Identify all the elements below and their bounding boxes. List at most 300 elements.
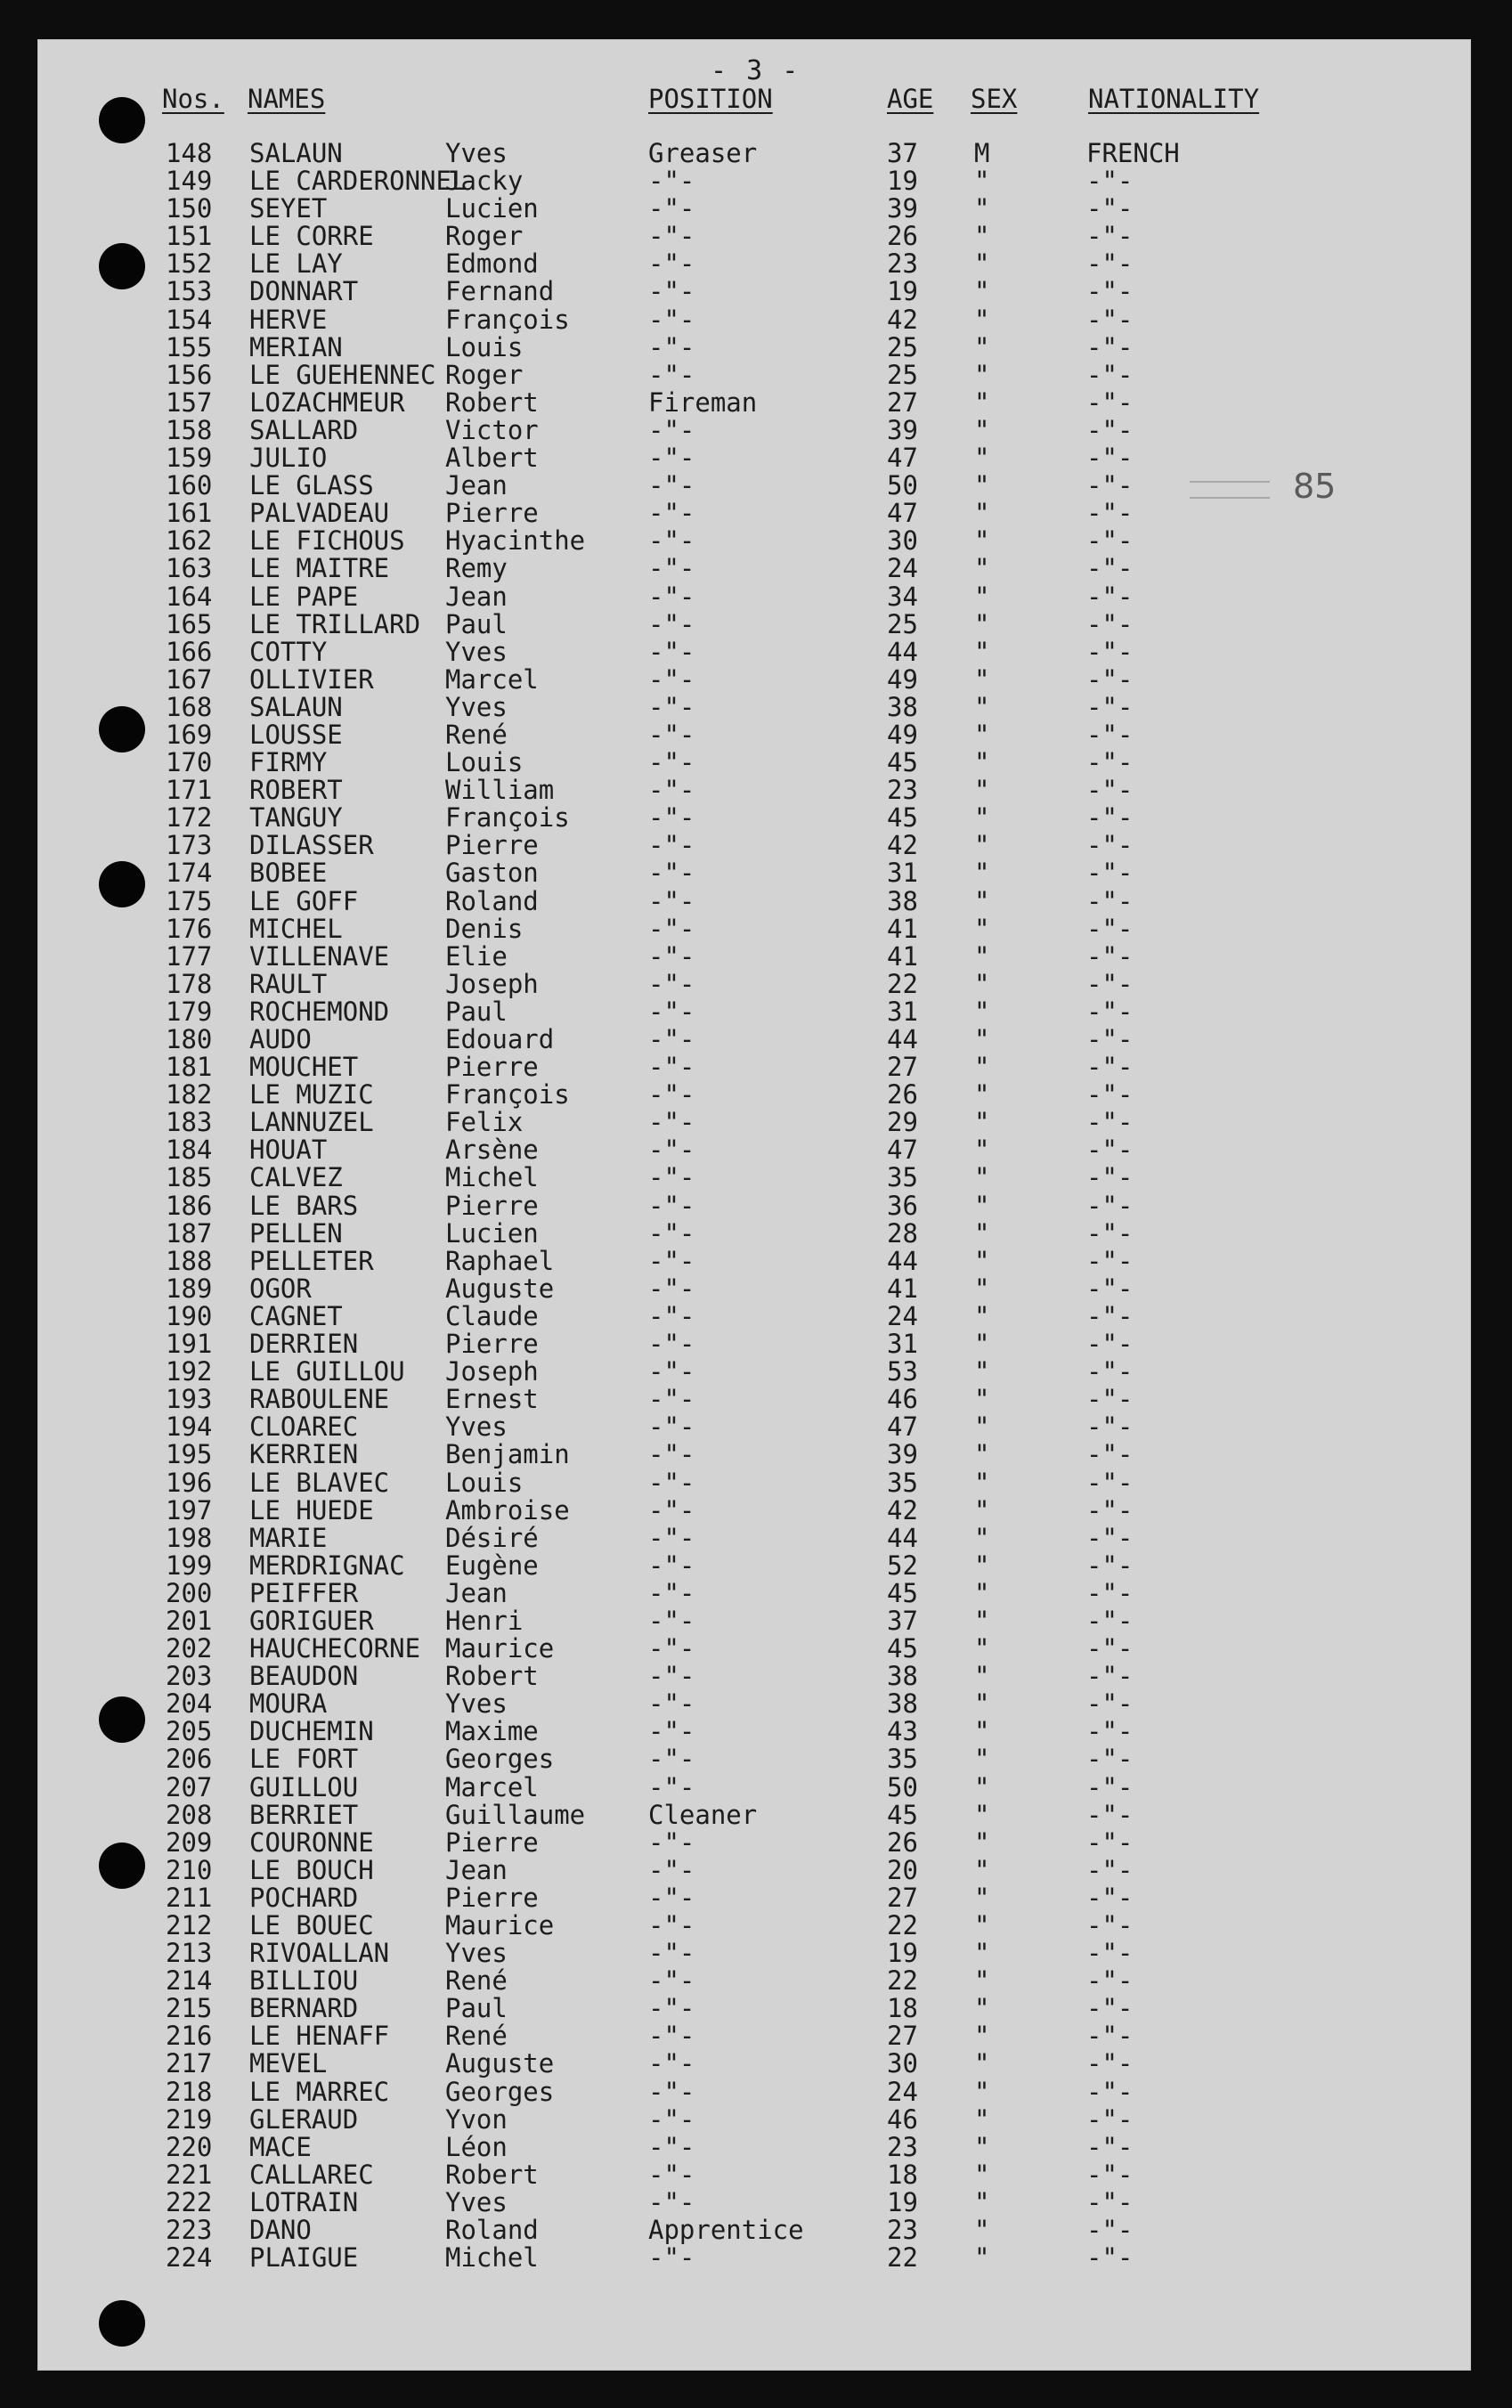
nationality: -"- [1086, 1217, 1134, 1249]
position: -"- [648, 1882, 695, 1913]
sex: " [974, 1079, 990, 1110]
surname: LOZACHMEUR [249, 386, 405, 418]
age: 52 [887, 1550, 918, 1581]
sex: " [974, 414, 990, 445]
age: 37 [887, 1605, 918, 1636]
table-row [0, 1854, 1512, 1885]
first-name: Paul [445, 996, 508, 1027]
nationality: -"- [1086, 2131, 1134, 2162]
sex: " [974, 1605, 990, 1636]
table-row [0, 1026, 1512, 1054]
surname: LE GOFF [249, 885, 359, 916]
first-name: Remy [445, 553, 508, 584]
age: 42 [887, 304, 918, 335]
first-name: Pierre [445, 498, 539, 529]
table-row [0, 306, 1512, 334]
binder-hole [99, 2300, 145, 2347]
sex: " [974, 359, 990, 390]
row-number: 211 [166, 1882, 213, 1913]
row-number: 196 [166, 1467, 213, 1498]
row-number: 167 [166, 663, 213, 695]
age: 35 [887, 1162, 918, 1193]
first-name: Yves [445, 636, 508, 667]
surname: ROBERT [249, 775, 343, 806]
sex: " [974, 1356, 990, 1387]
age: 19 [887, 166, 918, 197]
nationality: -"- [1086, 359, 1134, 390]
sex: " [974, 940, 990, 972]
first-name: Arsène [445, 1135, 539, 1166]
age: 41 [887, 940, 918, 972]
age: 24 [887, 553, 918, 584]
age: 44 [887, 1522, 918, 1553]
position: -"- [648, 830, 695, 861]
position: -"- [648, 1661, 695, 1692]
position: -"- [648, 885, 695, 916]
first-name: Marcel [445, 663, 539, 695]
sex: " [974, 1577, 990, 1608]
age: 27 [887, 1052, 918, 1083]
first-name: Jean [445, 581, 508, 612]
nationality: -"- [1086, 331, 1134, 362]
position: -"- [648, 858, 695, 889]
surname: GORIGUER [249, 1605, 374, 1636]
position: -"- [648, 1494, 695, 1525]
first-name: Georges [445, 1744, 555, 1775]
first-name: Roland [445, 885, 539, 916]
age: 45 [887, 802, 918, 834]
surname: PALVADEAU [249, 498, 390, 529]
age: 22 [887, 2242, 918, 2274]
row-number: 209 [166, 1826, 213, 1858]
first-name: Eugène [445, 1550, 539, 1581]
surname: CAGNET [249, 1300, 343, 1331]
nationality: -"- [1086, 1577, 1134, 1608]
table-row [0, 2050, 1512, 2078]
position: -"- [648, 470, 695, 501]
table-row [0, 414, 1512, 445]
surname: KERRIEN [249, 1439, 359, 1470]
table-row [0, 472, 1512, 500]
position: -"- [648, 1162, 695, 1193]
sex: " [974, 1273, 990, 1304]
table-row [0, 1245, 1512, 1276]
position: -"- [648, 1938, 695, 1969]
position: -"- [648, 2021, 695, 2052]
surname: MICHEL [249, 913, 343, 944]
header-nationality: NATIONALITY [1088, 84, 1260, 114]
table-row [0, 1441, 1512, 1468]
row-number: 203 [166, 1661, 213, 1692]
nationality: -"- [1086, 525, 1134, 557]
surname: PEIFFER [249, 1577, 359, 1608]
nationality: -"- [1086, 1633, 1134, 1664]
row-number: 199 [166, 1550, 213, 1581]
age: 44 [887, 636, 918, 667]
row-number: 188 [166, 1245, 213, 1276]
surname: RABOULENE [249, 1384, 390, 1415]
header-position: POSITION [648, 84, 773, 114]
age: 42 [887, 1494, 918, 1525]
nationality: -"- [1086, 1439, 1134, 1470]
position: -"- [648, 581, 695, 612]
row-number: 208 [166, 1799, 213, 1830]
table-row [0, 608, 1512, 639]
surname: HOUAT [249, 1135, 328, 1166]
nationality: -"- [1086, 1411, 1134, 1443]
age: 31 [887, 1329, 918, 1360]
table-row [0, 1577, 1512, 1608]
nationality: -"- [1086, 1993, 1134, 2024]
row-number: 159 [166, 443, 213, 474]
surname: HERVE [249, 304, 328, 335]
binder-hole [99, 97, 145, 143]
sex: " [974, 1633, 990, 1664]
row-number: 212 [166, 1910, 213, 1940]
table-row [0, 1663, 1512, 1690]
age: 38 [887, 1661, 918, 1692]
position: -"- [648, 1411, 695, 1443]
nationality: -"- [1086, 1329, 1134, 1360]
sex: " [974, 386, 990, 418]
nationality: -"- [1086, 1716, 1134, 1747]
nationality: -"- [1086, 1052, 1134, 1083]
table-row [0, 998, 1512, 1026]
surname: DUCHEMIN [249, 1716, 374, 1747]
nationality: -"- [1086, 2242, 1134, 2274]
age: 38 [887, 885, 918, 916]
row-number: 189 [166, 1273, 213, 1304]
row-number: 175 [166, 885, 213, 916]
sex: " [974, 1965, 990, 1997]
surname: RAULT [249, 968, 328, 999]
sex: " [974, 2242, 990, 2274]
sex: " [974, 858, 990, 889]
position: -"- [648, 1605, 695, 1636]
position: -"- [648, 747, 695, 778]
age: 28 [887, 1217, 918, 1249]
surname: OLLIVIER [249, 663, 374, 695]
position: -"- [648, 1052, 695, 1083]
nationality: -"- [1086, 1688, 1134, 1720]
table-row [0, 2217, 1512, 2244]
row-number: 171 [166, 775, 213, 806]
first-name: Albert [445, 443, 539, 474]
position: -"- [648, 1688, 695, 1720]
first-name: Ambroise [445, 1494, 570, 1525]
row-number: 215 [166, 1993, 213, 2024]
table-row [0, 195, 1512, 223]
age: 30 [887, 525, 918, 557]
crew-list [0, 140, 1512, 2272]
age: 24 [887, 1300, 918, 1331]
table-row [0, 1217, 1512, 1249]
row-number: 187 [166, 1217, 213, 1249]
position: -"- [648, 691, 695, 722]
first-name: Désiré [445, 1522, 539, 1553]
nationality: -"- [1086, 553, 1134, 584]
row-number: 151 [166, 221, 213, 252]
row-number: 153 [166, 276, 213, 307]
sex: " [974, 1716, 990, 1747]
surname: BOBEE [249, 858, 328, 889]
table-row [0, 1912, 1512, 1940]
nationality: -"- [1086, 2103, 1134, 2135]
first-name: Roger [445, 221, 524, 252]
first-name: Auguste [445, 2048, 555, 2079]
nationality: -"- [1086, 1799, 1134, 1830]
age: 22 [887, 1910, 918, 1940]
age: 43 [887, 1716, 918, 1747]
surname: SALLARD [249, 414, 359, 445]
position: -"- [648, 1245, 695, 1276]
surname: RIVOALLAN [249, 1938, 390, 1969]
first-name: François [445, 304, 570, 335]
surname: SALAUN [249, 138, 343, 168]
table-row [0, 968, 1512, 999]
row-number: 148 [166, 138, 213, 168]
first-name: Jean [445, 1577, 508, 1608]
surname: HAUCHECORNE [249, 1633, 421, 1664]
table-row [0, 278, 1512, 305]
age: 47 [887, 1135, 918, 1166]
first-name: Louis [445, 1467, 524, 1498]
row-number: 216 [166, 2021, 213, 2052]
table-row [0, 885, 1512, 916]
age: 38 [887, 691, 918, 722]
nationality: -"- [1086, 830, 1134, 861]
nationality: -"- [1086, 968, 1134, 999]
age: 27 [887, 386, 918, 418]
table-row [0, 1494, 1512, 1525]
nationality: -"- [1086, 1024, 1134, 1054]
position: -"- [648, 1384, 695, 1415]
position: Cleaner [648, 1799, 758, 1830]
table-row [0, 223, 1512, 250]
sex: " [974, 2159, 990, 2190]
row-number: 223 [166, 2215, 213, 2246]
age: 41 [887, 1273, 918, 1304]
position: -"- [648, 1826, 695, 1858]
position: -"- [648, 2242, 695, 2274]
row-number: 154 [166, 304, 213, 335]
first-name: Paul [445, 1993, 508, 2024]
position: -"- [648, 1716, 695, 1747]
table-row [0, 444, 1512, 472]
position: -"- [648, 802, 695, 834]
nationality: -"- [1086, 913, 1134, 944]
nationality: -"- [1086, 802, 1134, 834]
sex: " [974, 1522, 990, 1553]
row-number: 166 [166, 636, 213, 667]
age: 35 [887, 1744, 918, 1775]
first-name: Pierre [445, 1190, 539, 1221]
nationality: -"- [1086, 276, 1134, 307]
surname: LE PAPE [249, 581, 359, 612]
position: -"- [648, 414, 695, 445]
row-number: 157 [166, 386, 213, 418]
position: -"- [648, 1439, 695, 1470]
row-number: 184 [166, 1135, 213, 1166]
surname: MOURA [249, 1688, 328, 1720]
first-name: Roger [445, 359, 524, 390]
nationality: -"- [1086, 1079, 1134, 1110]
sex: " [974, 747, 990, 778]
position: -"- [648, 248, 695, 280]
header-nos: Nos. [162, 84, 224, 114]
first-name: René [445, 719, 508, 750]
sex: " [974, 996, 990, 1027]
table-row [0, 1358, 1512, 1386]
position: -"- [648, 1854, 695, 1885]
surname: COTTY [249, 636, 328, 667]
row-number: 160 [166, 470, 213, 501]
age: 39 [887, 414, 918, 445]
age: 23 [887, 2131, 918, 2162]
surname: LE LAY [249, 248, 343, 280]
position: -"- [648, 1135, 695, 1166]
surname: AUDO [249, 1024, 312, 1054]
age: 30 [887, 2048, 918, 2079]
page-number: - 3 - [711, 55, 801, 86]
surname: LE BOUCH [249, 1854, 374, 1885]
table-row [0, 721, 1512, 749]
first-name: Ernest [445, 1384, 539, 1415]
age: 39 [887, 193, 918, 224]
sex: " [974, 2021, 990, 2052]
sex: " [974, 2131, 990, 2162]
first-name: Robert [445, 386, 539, 418]
sex: " [974, 2048, 990, 2079]
first-name: Yves [445, 691, 508, 722]
row-number: 218 [166, 2076, 213, 2107]
nationality: -"- [1086, 1135, 1134, 1166]
surname: FIRMY [249, 747, 328, 778]
row-number: 217 [166, 2048, 213, 2079]
position: -"- [648, 1467, 695, 1498]
surname: VILLENAVE [249, 940, 390, 972]
first-name: Pierre [445, 1882, 539, 1913]
surname: LE TRILLARD [249, 608, 421, 639]
surname: LE CARDERONNEL [249, 166, 467, 197]
first-name: François [445, 802, 570, 834]
surname: LANNUZEL [249, 1107, 374, 1138]
age: 26 [887, 1826, 918, 1858]
nationality: -"- [1086, 1605, 1134, 1636]
surname: CALVEZ [249, 1162, 343, 1193]
first-name: Joseph [445, 968, 539, 999]
table-row [0, 1330, 1512, 1358]
surname: BEAUDON [249, 1661, 359, 1692]
age: 50 [887, 1771, 918, 1802]
sex: " [974, 1300, 990, 1331]
nationality: -"- [1086, 1826, 1134, 1858]
sex: " [974, 1190, 990, 1221]
nationality: -"- [1086, 1384, 1134, 1415]
first-name: Pierre [445, 1826, 539, 1858]
sex: " [974, 1854, 990, 1885]
table-row [0, 940, 1512, 972]
position: -"- [648, 2131, 695, 2162]
first-name: Claude [445, 1300, 539, 1331]
table-row [0, 527, 1512, 555]
surname: CALLAREC [249, 2159, 374, 2190]
first-name: Elie [445, 940, 508, 972]
surname: MACE [249, 2131, 312, 2162]
first-name: Jean [445, 1854, 508, 1885]
sex: " [974, 1799, 990, 1830]
sex: " [974, 1744, 990, 1775]
sex: " [974, 608, 990, 639]
first-name: Raphael [445, 1245, 555, 1276]
age: 19 [887, 1938, 918, 1969]
row-number: 224 [166, 2242, 213, 2274]
position: -"- [648, 1190, 695, 1221]
table-row [0, 636, 1512, 667]
row-number: 177 [166, 940, 213, 972]
sex: " [974, 1771, 990, 1802]
first-name: Gaston [445, 858, 539, 889]
row-number: 192 [166, 1356, 213, 1387]
nationality: -"- [1086, 248, 1134, 280]
row-number: 214 [166, 1965, 213, 1997]
row-number: 200 [166, 1577, 213, 1608]
surname: MEVEL [249, 2048, 328, 2079]
nationality: -"- [1086, 1273, 1134, 1304]
age: 20 [887, 1854, 918, 1885]
table-row [0, 555, 1512, 582]
sex: " [974, 443, 990, 474]
sex: " [974, 830, 990, 861]
row-number: 181 [166, 1052, 213, 1083]
nationality: -"- [1086, 414, 1134, 445]
nationality: -"- [1086, 1661, 1134, 1692]
nationality: -"- [1086, 747, 1134, 778]
first-name: Auguste [445, 1273, 555, 1304]
position: -"- [648, 1993, 695, 2024]
sex: " [974, 470, 990, 501]
first-name: Hyacinthe [445, 525, 586, 557]
nationality: -"- [1086, 470, 1134, 501]
surname: SEYET [249, 193, 328, 224]
sex: " [974, 663, 990, 695]
nationality: -"- [1086, 1300, 1134, 1331]
nationality: -"- [1086, 2076, 1134, 2107]
position: -"- [648, 2186, 695, 2217]
position: -"- [648, 608, 695, 639]
table-row [0, 583, 1512, 611]
age: 19 [887, 2186, 918, 2217]
sex: " [974, 2186, 990, 2217]
table-row [0, 2076, 1512, 2107]
sex: " [974, 1135, 990, 1166]
table-row [0, 1799, 1512, 1830]
row-number: 179 [166, 996, 213, 1027]
position: -"- [648, 2159, 695, 2190]
sex: " [974, 581, 990, 612]
nationality: -"- [1086, 1467, 1134, 1498]
first-name: Edouard [445, 1024, 555, 1054]
sex: " [974, 913, 990, 944]
age: 18 [887, 1993, 918, 2024]
table-row [0, 1275, 1512, 1303]
first-name: Léon [445, 2131, 508, 2162]
table-row [0, 1081, 1512, 1109]
first-name: Jean [445, 470, 508, 501]
position: -"- [648, 1910, 695, 1940]
age: 24 [887, 2076, 918, 2107]
position: -"- [648, 2103, 695, 2135]
